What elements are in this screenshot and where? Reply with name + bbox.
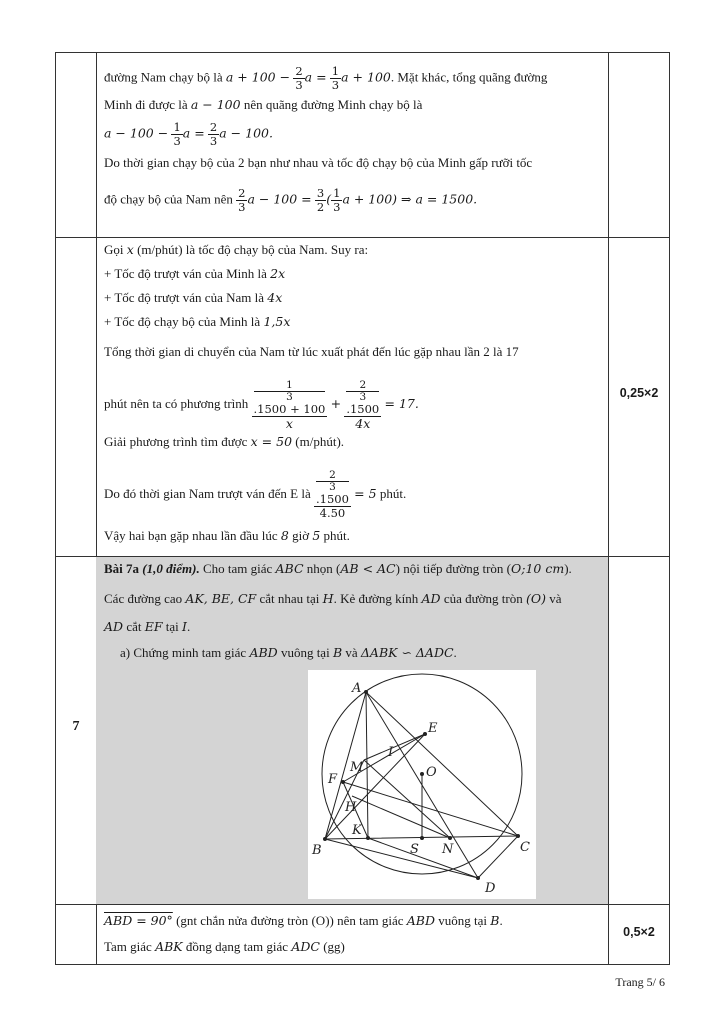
score-cell <box>608 53 669 237</box>
fraction: 2 3 .1500 4x <box>346 379 380 431</box>
point-c <box>516 834 520 838</box>
point-k <box>366 836 370 840</box>
fraction: $\frac{1}{3}$ <box>173 120 181 148</box>
table-row <box>56 53 669 237</box>
text-line: Vậy hai bạn gặp nhau lần đầu lúc 8 giờ 5 phút. <box>104 528 350 543</box>
label-k: K <box>352 823 362 838</box>
text-line: AD cắt EF tại I. <box>104 619 191 634</box>
fraction: $\frac{1}{3}$ <box>331 64 340 92</box>
point-s <box>420 836 424 840</box>
text-line: Tổng thời gian di chuyển của Nam từ lúc xuất phát đến lúc gặp nhau lần 2 là 17 <box>104 344 519 359</box>
label-e: E <box>428 721 438 736</box>
math: a = <box>304 69 327 85</box>
label-a: A <box>352 681 362 696</box>
score-cell <box>608 905 669 964</box>
text-line: Giải phương trình tìm được x = 50 (m/phút). <box>104 434 345 449</box>
text-line: a) Chứng minh tam giác ABD vuông tại B và ΔABK ∽ ΔADC. <box>120 645 457 660</box>
label-d: D <box>485 881 496 896</box>
geometry-figure <box>308 670 536 899</box>
question-cell <box>56 905 97 964</box>
fraction: $\frac{2}{3}$ <box>209 120 218 148</box>
content-cell <box>96 905 609 964</box>
label-m: M <box>350 760 364 775</box>
text-line: Tam giác ABK đồng dạng tam giác ADC (gg) <box>104 939 345 954</box>
point-o <box>420 772 424 776</box>
text-line: Do thời gian chạy bộ của 2 bạn như nhau và tốc độ chạy bộ của Minh gấp rưỡi tốc <box>104 155 533 170</box>
text-line <box>104 65 547 92</box>
content-cell <box>96 53 609 237</box>
text-line: Các đường cao AK, BE, CF cắt nhau tại H. Kẻ đường kính AD của đường tròn (O) và <box>104 591 562 606</box>
point-b <box>323 837 327 841</box>
table-row <box>56 904 669 964</box>
point-e <box>423 732 427 736</box>
label-s: S <box>410 842 419 857</box>
label-o: O <box>426 765 437 780</box>
text-line: + Tốc độ trượt ván của Minh là 2x <box>104 266 286 281</box>
text-line: Bài 7a (1,0 điểm). Cho tam giác ABC nhọn (AB < AC) nội tiếp đường tròn (O;10 cm). <box>104 561 572 576</box>
text-line: Minh đi được là a − 100 nên quãng đường Minh chạy bộ là <box>104 97 423 112</box>
point-f <box>341 780 345 784</box>
point-d <box>476 876 480 880</box>
page-number: Trang 5/ 6 <box>615 975 665 989</box>
fraction: $\frac{3}{2}$ <box>316 186 325 214</box>
label-b: B <box>312 843 322 858</box>
question-number: 7 <box>72 719 80 734</box>
label-c: C <box>520 840 530 855</box>
fraction: 2 3 .1500 4.50 <box>315 469 349 520</box>
math: a + 100 <box>341 69 391 85</box>
question-cell <box>56 238 97 556</box>
text-line: Gọi x (m/phút) là tốc độ chạy bộ của Nam. Suy ra: <box>104 242 369 257</box>
math: a + 100 − <box>225 69 291 85</box>
text-line: phút nên ta có phương trình 1 3 .1500 + 100 x + 2 3 .1500 4x = 17. <box>104 379 419 431</box>
circle-diagram <box>308 670 536 899</box>
text-line: a − 100 − $\frac{1}{3}$ a = $\frac{2}{3}$ a − 100. <box>104 120 273 148</box>
text-line: + Tốc độ trượt ván của Nam là 4x <box>104 290 283 305</box>
score-label: 0,5×2 <box>623 925 655 939</box>
fraction: $\frac{1}{3}$ <box>333 186 341 214</box>
question-cell <box>56 557 97 904</box>
label-n: N <box>442 842 454 857</box>
fraction: 1 3 .1500 + 100 x <box>253 379 326 431</box>
content-cell <box>96 557 609 904</box>
text: đường Nam chạy bộ là <box>104 69 226 85</box>
text: . Mặt khác, tổng quãng đường <box>390 69 548 85</box>
text-line: + Tốc độ chạy bộ của Minh là 1,5x <box>104 314 291 329</box>
fraction: $\frac{2}{3}$ <box>238 186 246 214</box>
text-line: Do đó thời gian Nam trượt ván đến E là 2 3 .1500 4.50 = 5 phút. <box>104 469 407 520</box>
table-row <box>56 556 669 904</box>
text-line: ABD = 90° (gnt chắn nửa đường tròn (O)) nên tam giác ABD vuông tại B. <box>104 913 503 928</box>
answer-table <box>55 52 670 965</box>
text-line: độ chạy bộ của Nam nên $\frac{2}{3}$ a − 100 = $\frac{3}{2}$ ( $\frac{1}{3}$ a + 100) ⇒ a = 1500. <box>104 186 478 214</box>
score-label: 0,25×2 <box>619 386 659 400</box>
label-i: I <box>388 745 394 760</box>
score-cell <box>608 238 669 556</box>
score-cell <box>608 557 669 904</box>
label-f: F <box>328 772 338 787</box>
point-n <box>448 836 452 840</box>
point-a <box>364 690 368 694</box>
table-row <box>56 237 669 556</box>
question-cell <box>56 53 97 237</box>
fraction: $\frac{2}{3}$ <box>295 64 303 92</box>
content-cell <box>96 238 609 556</box>
label-h: H <box>345 800 357 815</box>
